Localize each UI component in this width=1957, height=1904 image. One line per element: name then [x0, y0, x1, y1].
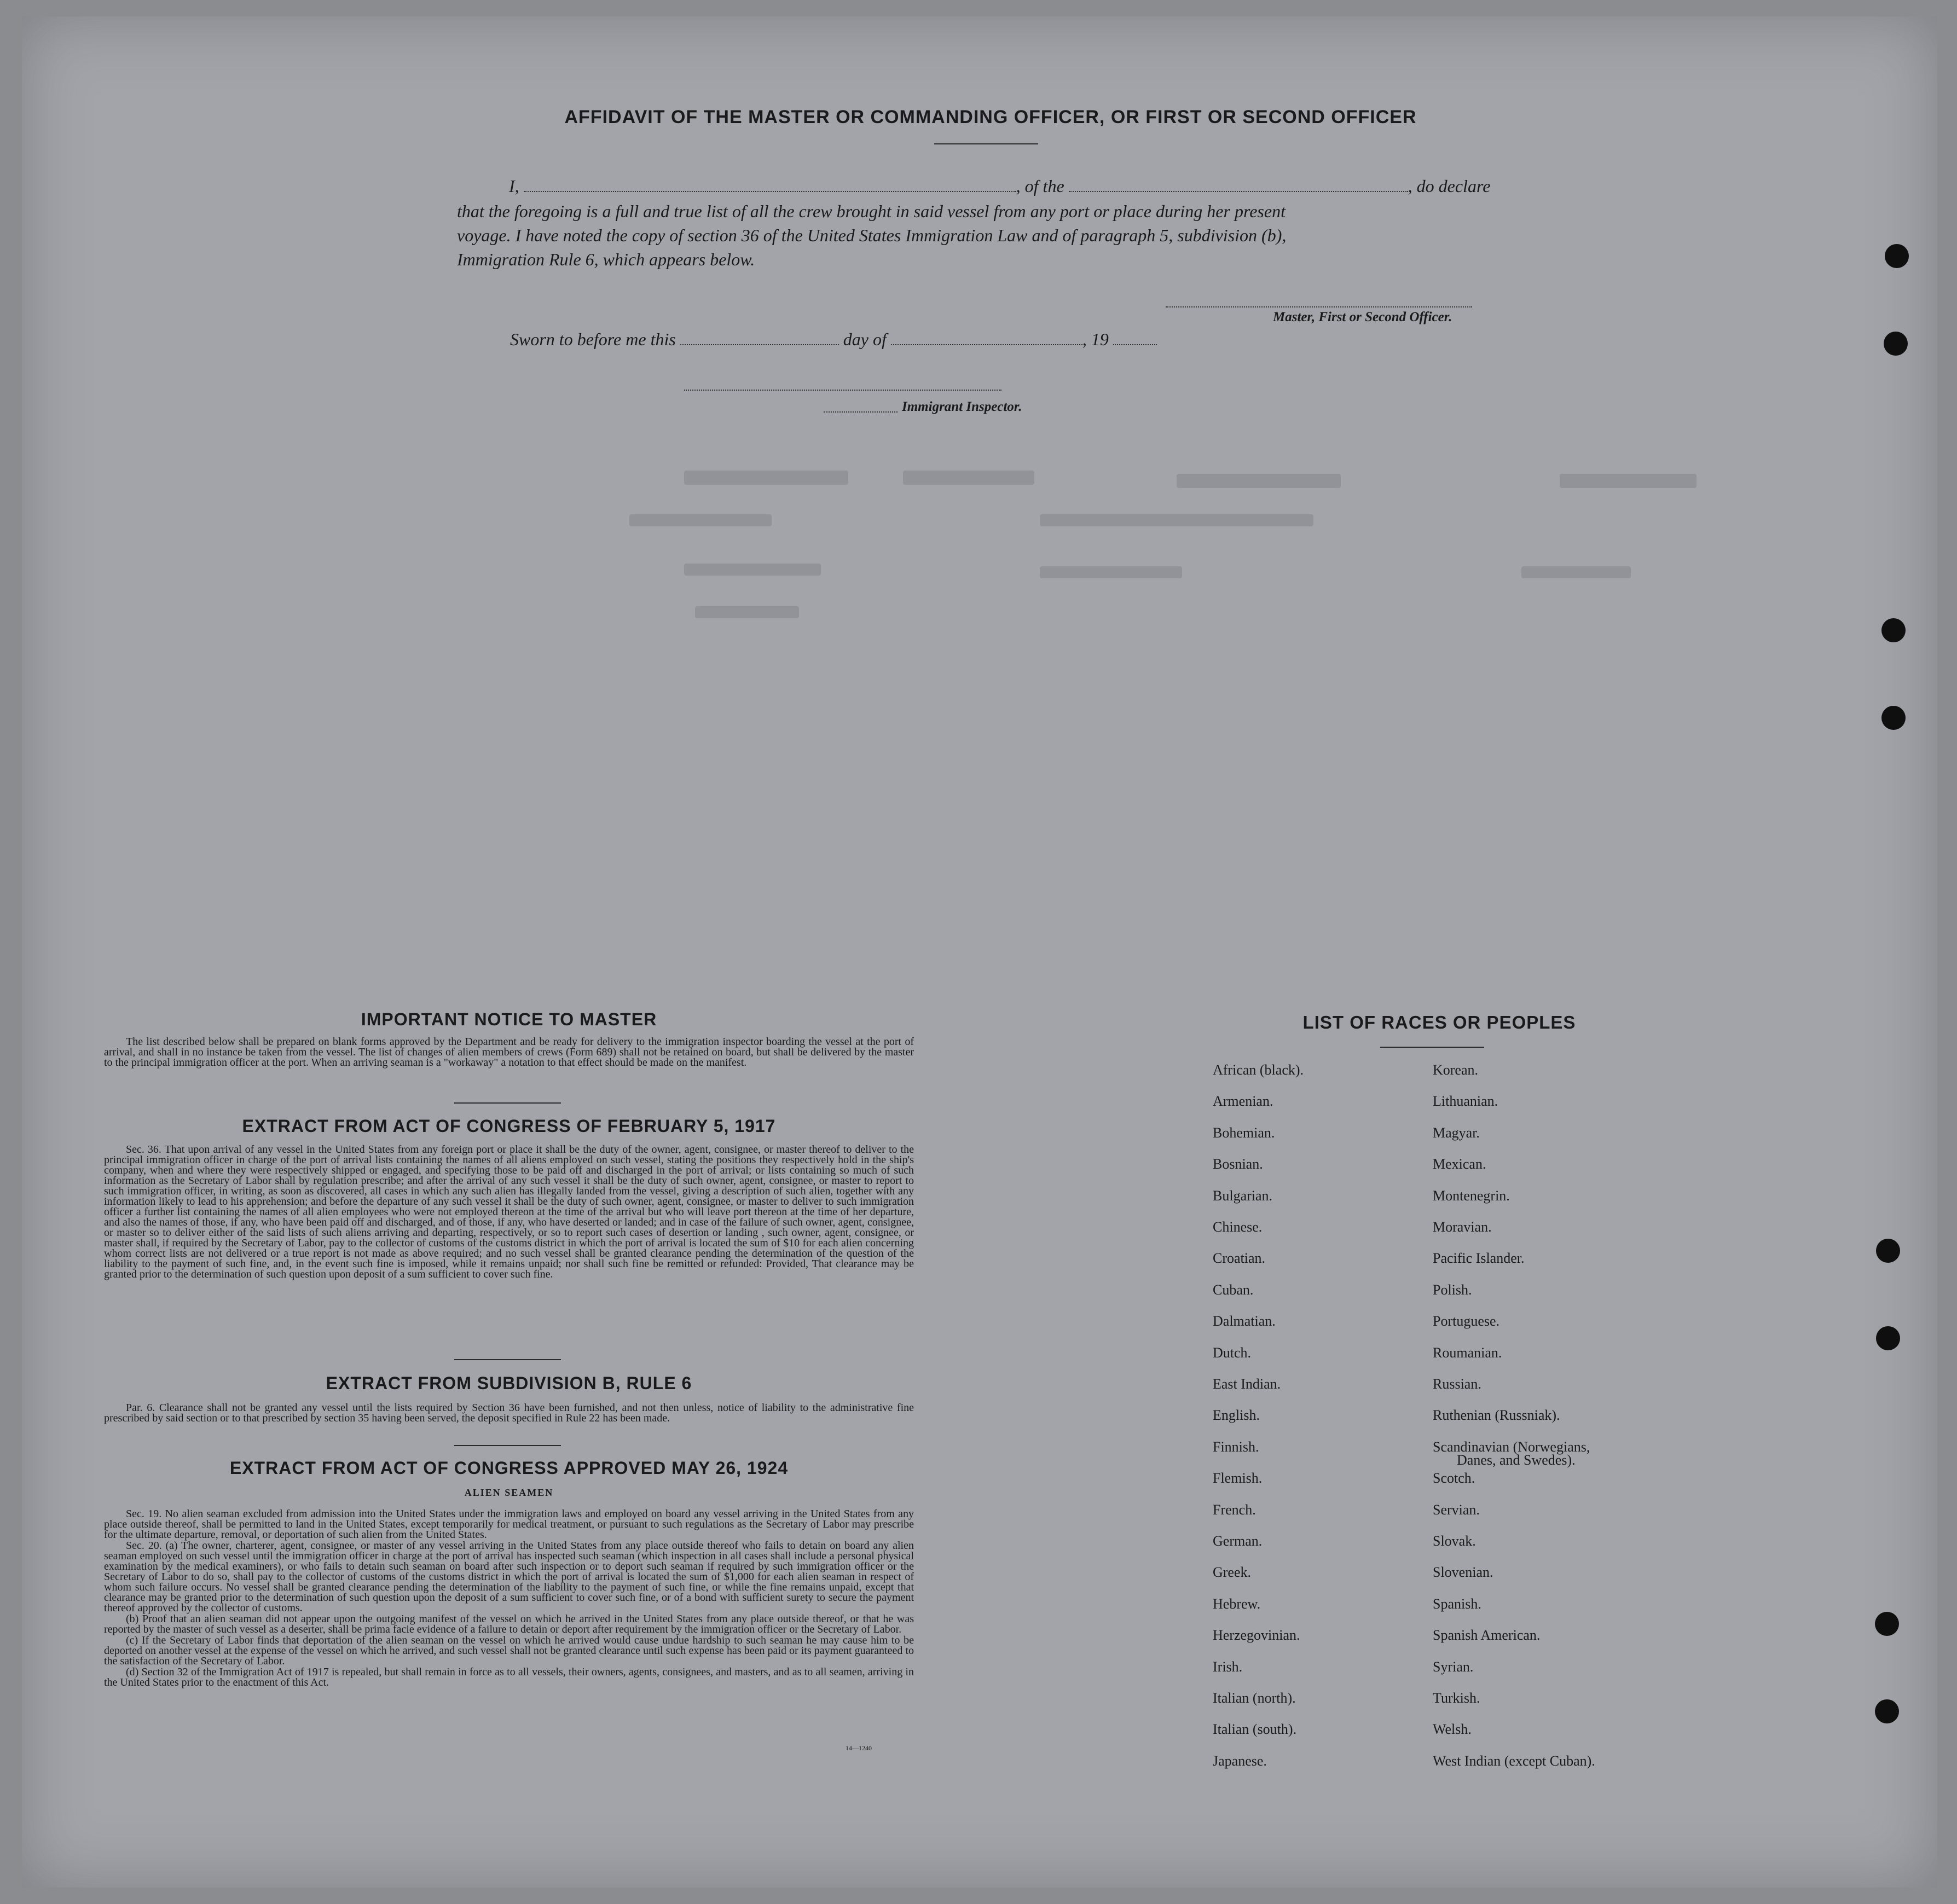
race-item-text: Polish. [1433, 1281, 1472, 1298]
race-item [1213, 1692, 1296, 1705]
sec-20a-paragraph: Sec. 20. (a) The owner, charterer, agent, consignee, or master of any vessel arriving in the United States from any place outside thereof who fails to detain on board any alien seaman employed on such vessel until the immigration officer in charge at the port of arrival has inspected such seaman (which inspection in all cases shall include a personal physical examination by the medical examiners), or who fails to detain such seaman on board after such inspection or to deport such seaman if required by such immigration officer or the Secretary of Labor to do so, shall pay to the collector of customs of the customs district in which the port of arrival is located the sum of $1,000 for each alien seaman in respect of whom such failure occurs. No vessel shall be granted clearance pending the determination of the liability to the payment of such fine, or while the fine remains unpaid, except that clearance may be granted prior to the determination of such question upon the deposit of a sum sufficient to cover such fine, or of a bond with sufficient surety to secure the payment thereof approved by the collector of customs. [104, 1540, 914, 1614]
race-item [1433, 1629, 1540, 1642]
races-title: LIST OF RACES OR PEOPLES [1302, 1012, 1576, 1032]
section-divider [454, 1102, 561, 1104]
section-divider [454, 1445, 561, 1446]
master-signature-line[interactable] [1166, 306, 1472, 307]
affidavit-declaration-line [509, 176, 1490, 196]
bleed-through-mark [695, 606, 799, 618]
master-signature-label: Master, First or Second Officer. [1273, 310, 1452, 324]
race-item-text: Croatian. [1213, 1250, 1266, 1267]
race-item [1433, 1095, 1498, 1108]
race-item-text: Spanish American. [1433, 1627, 1541, 1644]
affidavit-title: AFFIDAVIT OF THE MASTER OR COMMANDING OFFICER, OR FIRST OR SECOND OFFICER [564, 107, 1417, 127]
race-item-text: Flemish. [1213, 1470, 1263, 1487]
race-item [1213, 1409, 1260, 1422]
race-item [1433, 1124, 1480, 1141]
declare-suffix: , do declare [1408, 176, 1491, 196]
punch-hole [1885, 244, 1909, 268]
sworn-day-label: day of [843, 329, 887, 349]
race-item-text: Russian. [1433, 1376, 1481, 1392]
inspector-signature-label: Immigrant Inspector. [902, 399, 1022, 414]
affidavit-text-line: voyage. I have noted the copy of section 36 of the United States Immigration Law and of paragraph 5, subdivision (b), [457, 225, 1287, 245]
race-item [1213, 1535, 1262, 1548]
race-item-text: Chinese. [1213, 1219, 1263, 1235]
race-item [1433, 1658, 1474, 1675]
race-item [1213, 1315, 1276, 1328]
sec-20d-paragraph: (d) Section 32 of the Immigration Act of 1917 is repealed, but shall remain in force as to all vessels, their owners, agents, consignees, and masters, and as to all seamen, arriving in the United States prior to the enactment of this Act. [104, 1666, 914, 1688]
race-item [1433, 1501, 1480, 1518]
punch-hole [1884, 332, 1908, 356]
race-item [1433, 1346, 1502, 1360]
race-item-text: Spanish. [1433, 1595, 1481, 1612]
race-item [1433, 1252, 1525, 1265]
race-item [1433, 1189, 1510, 1203]
bleed-through-mark [1560, 474, 1697, 488]
punch-hole [1876, 1326, 1900, 1350]
bleed-through-mark [1040, 566, 1182, 578]
race-item [1213, 1629, 1300, 1642]
race-item-text: Hebrew. [1213, 1595, 1261, 1612]
extract-1924-title: EXTRACT FROM ACT OF CONGRESS APPROVED MAY 26, 1924 [229, 1458, 789, 1478]
bleed-through-mark [1521, 566, 1631, 578]
race-item-text: Mexican. [1433, 1156, 1486, 1172]
race-item-text: Italian (south). [1213, 1721, 1297, 1738]
race-item-text: Pacific Islander. [1433, 1250, 1525, 1267]
race-item [1213, 1566, 1251, 1579]
race-item [1213, 1281, 1254, 1298]
race-item [1433, 1315, 1499, 1328]
race-item [1213, 1472, 1262, 1485]
vessel-name-field[interactable] [1069, 180, 1408, 192]
extract-rule6-text [104, 1403, 914, 1424]
bleed-through-mark [684, 564, 821, 576]
race-item-text: Greek. [1213, 1564, 1252, 1581]
inspector-signature-line[interactable] [684, 390, 1001, 391]
race-item [1213, 1158, 1263, 1171]
race-item [1213, 1501, 1256, 1518]
race-item [1433, 1472, 1475, 1485]
declarant-prefix: I, [509, 176, 519, 196]
race-item-text: Slovak. [1433, 1533, 1476, 1549]
race-item [1213, 1124, 1275, 1141]
race-item-text: Cuban. [1213, 1281, 1254, 1298]
section-36-paragraph: Sec. 36. That upon arrival of any vessel in the United States from any foreign port or place it shall be the duty of the owner, agent, consignee, or master thereof to deliver to the principal immigration officer in charge of the port of arrival lists containing the names of all aliens employed on such vessel, stating the positions they respectively hold in the ship's company, when and where they were respectively shipped or engaged, and specifying those to be paid off and discharged in the port of arrival; or lists containing so much of such information as the Secretary of Labor shall by regulation prescribe; and after the arrival of any such vessel it shall be the duty of such owner, agent, consignee, or master to report to such immigration officer, in writing, as soon as discovered, all cases in which any such alien has illegally landed from the vessel, giving a description of such alien, together with any information likely to lead to his apprehension; and before the departure of any such vessel it shall be the duty of such owner, agent, consignee, or master to deliver to such immigration officer a further list containing the names of all alien employees who were not employed thereon at the time of the arrival but who will leave port thereon at the time of her departure, and also the names of those, if any, who have been paid off and discharged, and of those, if any, who have deserted or landed; and in case of the failure of such owner, agent, consignee, or master so to deliver either of the said lists of such aliens arriving and departing, respectively, or so to report such cases of desertion or landing , such owner, agent, consignee, or master shall, if required by the Secretary of Labor, pay to the collector of customs of the customs district in which the port of arrival is located the sum of $10 for each alien concerning whom correct lists are not delivered or a true report is not made as above required; and no such vessel shall be granted clearance pending the determination of the question of the liability to the payment of such fine, and, in the event such fine is imposed, while it remains unpaid; nor shall such fine be remitted or refunded: Provided, That clearance may be granted prior to the determination of such question upon deposit of a sum sufficient to cover such fine. [104, 1143, 914, 1280]
race-item [1213, 1595, 1261, 1612]
race-item-text: Montenegrin. [1433, 1187, 1510, 1204]
race-item-text: Armenian. [1213, 1093, 1273, 1110]
notice-paragraph: The list described below shall be prepared on blank forms approved by the Department and be ready for delivery to the immigration inspector boarding the vessel at the port of arrival, and shall in no instance be taken from the vessel. The list of changes of alien members of crews (Form 689) shall not be retained on board, but shall be delivered by the master to the principal immigration officer at the port. When an arriving seaman is a "workaway" a notation to that effect should be made on the manifest. [104, 1036, 914, 1069]
sworn-year-field[interactable] [1113, 333, 1157, 345]
race-item-text: Portuguese. [1433, 1313, 1500, 1330]
race-item-text: Korean. [1433, 1062, 1479, 1078]
race-item-text: Lithuanian. [1433, 1093, 1498, 1110]
race-item-text: East Indian. [1213, 1376, 1281, 1392]
race-item-text: Dutch. [1213, 1344, 1252, 1361]
race-item [1433, 1281, 1472, 1298]
vessel-prefix: , of the [1016, 176, 1064, 196]
race-item-text: West Indian (except Cuban). [1433, 1752, 1595, 1769]
punch-hole [1876, 1239, 1900, 1263]
race-item [1433, 1692, 1480, 1705]
race-item-text: Bosnian. [1213, 1156, 1263, 1172]
race-item [1213, 1752, 1267, 1769]
race-item-text: Moravian. [1433, 1219, 1492, 1235]
race-item-text: Dalmatian. [1213, 1313, 1276, 1330]
race-item [1213, 1189, 1272, 1203]
race-item [1433, 1723, 1472, 1736]
bleed-through-mark [1040, 514, 1313, 526]
extract-rule6-title: EXTRACT FROM SUBDIVISION B, RULE 6 [326, 1373, 692, 1393]
race-item [1433, 1158, 1486, 1171]
race-item [1433, 1221, 1492, 1234]
race-item [1213, 1064, 1304, 1077]
declarant-name-field[interactable] [524, 180, 1016, 192]
race-item-text: French. [1213, 1501, 1256, 1518]
alien-seamen-subtitle: ALIEN SEAMEN [464, 1487, 554, 1498]
sec-20b-paragraph: (b) Proof that an alien seaman did not appear upon the outgoing manifest of the vessel on which he arrived in the United States from any place outside thereof, or that he was reported by the master of such vessel as a deserter, shall be prima facie evidence of a failure to detain or deport after requirement by the immigration officer or the Secretary of Labor. [104, 1613, 914, 1635]
race-item [1213, 1723, 1296, 1736]
race-item-text: Servian. [1433, 1501, 1480, 1518]
race-item [1213, 1658, 1243, 1675]
sec-20c-paragraph: (c) If the Secretary of Labor finds that deportation of the alien seaman on the vessel on which he arrived would cause undue hardship to such seaman he may cause him to be deported on another vessel at the expense of the vessel on which he arrived, and such vessel shall not be granted clearance until such expense has been paid or its payment guaranteed to the satisfaction of the Secretary of Labor. [104, 1634, 914, 1667]
sworn-month-field[interactable] [891, 333, 1082, 345]
punch-hole [1881, 618, 1906, 642]
race-item-text: Herzegovinian. [1213, 1627, 1300, 1644]
race-item [1433, 1064, 1478, 1077]
bleed-through-mark [1177, 474, 1341, 488]
race-item-text: English. [1213, 1407, 1260, 1424]
notice-title: IMPORTANT NOTICE TO MASTER [361, 1009, 657, 1029]
sworn-day-field[interactable] [680, 333, 839, 345]
race-item [1433, 1595, 1481, 1612]
affidavit-title-rule [934, 143, 1038, 144]
bleed-through-mark [629, 514, 772, 526]
race-item-text: German. [1213, 1533, 1263, 1549]
race-item-text: Italian (north). [1213, 1690, 1296, 1706]
races-title-rule [1380, 1047, 1484, 1048]
race-item-text: Roumanian. [1433, 1344, 1502, 1361]
race-item [1213, 1438, 1259, 1455]
section-divider [454, 1359, 561, 1360]
race-item-text: Syrian. [1433, 1658, 1474, 1675]
race-item-text: Danes, and Swedes). [1457, 1452, 1576, 1468]
race-item-text: Bulgarian. [1213, 1187, 1273, 1204]
extract-1917-title: EXTRACT FROM ACT OF CONGRESS OF FEBRUARY 5, 1917 [242, 1116, 776, 1136]
sec-19-paragraph: Sec. 19. No alien seaman excluded from admission into the United States under the immigration laws and employed on board any vessel arriving in the United States from any place outside thereof, shall be permitted to land in the United States, except temporarily for medical treatment, or pursuant to such regulations as the Secretary of Labor may prescribe for the ultimate departure, removal, or deportation of such alien from the United States. [104, 1508, 914, 1541]
race-item-text: Finnish. [1213, 1438, 1259, 1455]
race-item-text: Slovenian. [1433, 1564, 1493, 1581]
punch-hole [1875, 1612, 1899, 1636]
race-item [1213, 1252, 1265, 1265]
inspector-signature-line[interactable] [824, 411, 898, 413]
bleed-through-mark [903, 471, 1034, 485]
race-item-text: Scandinavian (Norwegians, [1433, 1438, 1590, 1455]
race-item [1433, 1438, 1590, 1468]
bleed-through-mark [684, 471, 848, 485]
race-item-text: Japanese. [1213, 1752, 1267, 1769]
affidavit-text-line: that the foregoing is a full and true list of all the crew brought in said vessel from any port or place during her present [457, 201, 1286, 221]
race-item [1213, 1095, 1273, 1108]
race-item [1213, 1221, 1262, 1234]
affidavit-text-line: Immigration Rule 6, which appears below. [457, 249, 755, 269]
race-item [1213, 1346, 1251, 1360]
race-item-text: Scotch. [1433, 1470, 1475, 1487]
extract-1917-text [104, 1145, 914, 1280]
punch-hole [1881, 706, 1906, 730]
race-item [1433, 1752, 1595, 1769]
race-item-text: Ruthenian (Russniak). [1433, 1407, 1560, 1424]
race-item [1433, 1535, 1476, 1548]
sworn-prefix: Sworn to before me this [510, 329, 676, 349]
race-item [1433, 1378, 1481, 1391]
race-item-text: Magyar. [1433, 1124, 1480, 1141]
race-item-text: Bohemian. [1213, 1124, 1275, 1141]
race-item-text: Irish. [1213, 1658, 1243, 1675]
race-item [1433, 1409, 1560, 1422]
race-item-text: Welsh. [1433, 1721, 1472, 1738]
form-number: 14—1240 [846, 1744, 872, 1752]
race-item-text: African (black). [1213, 1062, 1304, 1078]
race-item [1433, 1566, 1493, 1579]
punch-hole [1875, 1699, 1899, 1723]
sworn-line [510, 329, 1157, 350]
paragraph-6: Par. 6. Clearance shall not be granted any vessel until the lists required by Section 36 have been furnished, and not then unless, notice of liability to the administrative fine prescribed by said section or to that prescribed by section 35 having been served, the deposit specified in Rule 22 has been made. [104, 1402, 914, 1424]
sworn-year-label: , 19 [1082, 329, 1109, 349]
notice-text [104, 1037, 914, 1069]
extract-1924-text [104, 1509, 914, 1688]
race-item-text: Turkish. [1433, 1690, 1480, 1706]
race-item [1213, 1378, 1281, 1391]
